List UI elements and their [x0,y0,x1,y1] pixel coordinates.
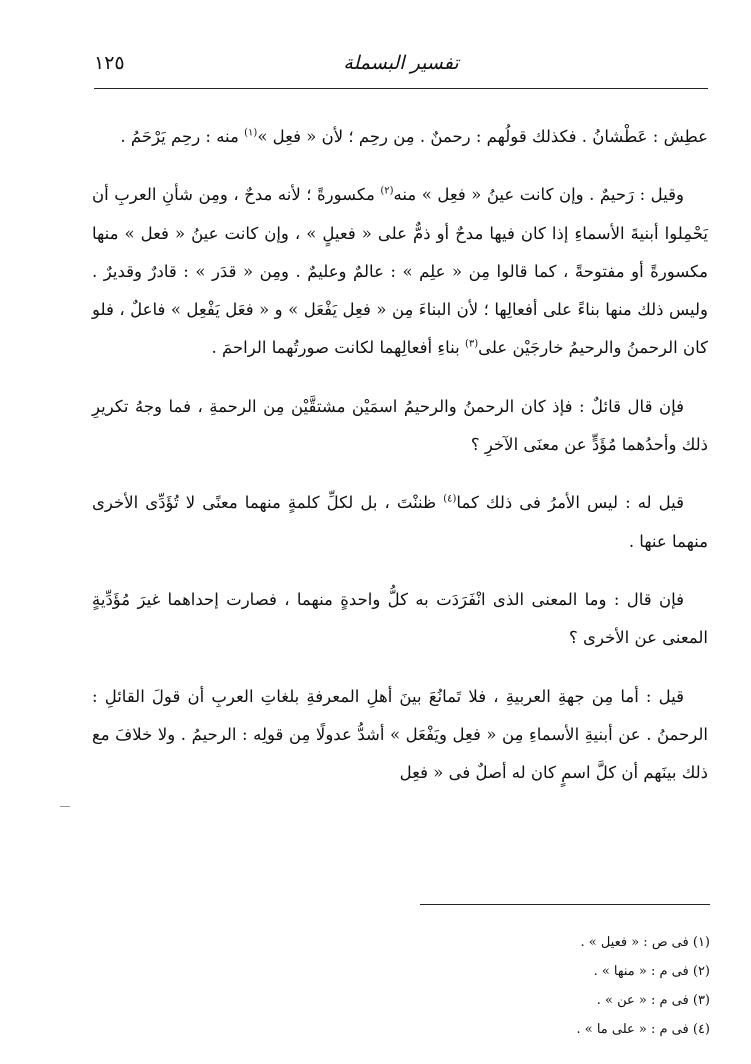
text-run: فإن قال : وما المعنى الذى انْفَرَدَت به كلُّ واحدةٍ منهما ، فصارت إحداهما غيرَ مُؤَدِّيةٍ المعنى عن الأخرى ؟ [92,589,708,648]
paragraph [92,176,708,367]
text-run: وقيل : رَحيمٌ . وإن كانت عينُ « فعِل » منه [393,185,684,205]
text-run: بناءِ أفعالِهما لكانت صورتُهما الراحمَ . [211,338,465,358]
footnote-rule [420,904,710,905]
paragraph [92,388,708,465]
page-header [94,52,708,88]
text-run: قيل : أما مِن جهةِ العربيةِ ، فلا تَمانُعَ بينَ أهلِ المعرفةِ بلغاتِ العربِ أن قولَ القائلِ : الرحمنُ . عن أبنيةِ الأسماءِ مِن « فعِل ويَفْعَل » أشدُّ عدولًا مِن قولِه : الرحيمُ . ولا خلافَ مع ذلك بينَهم أن كلَّ اسمٍ كان له أصلٌ فى « فعِل [92,686,708,783]
footnote: (٢) فى م : « منها » . [593,964,710,979]
footnotes [330,928,710,1044]
paragraph [92,678,708,793]
footnote: (٣) فى م : « عن » . [596,993,710,1008]
footnote-ref: (٤) [443,493,457,505]
text-run: ظننْتَ ، بل لكلِّ كلمةٍ منهما معنًى لا تُؤَدِّى الأخرى منهما عنها . [92,493,708,551]
paragraph [92,484,708,561]
running-title: تفسير البسملة [343,52,459,74]
text-run: منه : رحِم يَرْحَمُ . [120,127,245,146]
paragraph [92,118,708,156]
footnote-ref: (٣) [464,338,479,350]
text-run: فإن قال قائلٌ : فإذ كان الرحمنُ والرحيمُ اسمَيْن مشتقَّيْن مِن الرحمةِ ، فما وجهُ تكريرِ ذلك وأحدُهما مُؤَدٍّ عن معنَى الآخرِ ؟ [92,396,708,455]
footnote-ref: (١) [244,127,258,139]
footnote: (٤) فى م : « على ما » . [576,1022,710,1037]
text-run: مكسورةً ؛ لأنه مدحٌ ، ومِن شأنِ العربِ أن يَحْمِلوا أبنيةَ الأسماءِ إذا كان فيها مدحٌ أو ذمٌّ على « فعيلٍ » ، وإن كانت عينُ « فعل » منها مكسورةً أو مفتوحةً ، كما قالوا مِن « علِم » : عالمٌ وعليمٌ . ومِن « قدَر » : قادرٌ وقديرٌ . وليس ذلك منها بناءً على أفعالِها ؛ لأن البناءَ مِن « فعِل يَفْعَل » و « فعَل يَفْعِل » فاعلٌ ، فلو كان الرحمنُ والرحيمُ خارجَيْن على [92,185,708,358]
paragraph [92,581,708,658]
footnote: (١) فى ص : « فعيل » . [580,935,710,950]
header-rule [94,88,708,89]
margin-mark [60,806,70,807]
page-number: ١٢٥ [94,52,125,74]
text-run: عطِش : عَطْشانُ . فكذلك قولُهم : رحمنٌ . مِن رحِم ؛ لأن « فعِل » [257,127,708,146]
text-run: قيل له : ليس الأمرُ فى ذلك كما [456,493,684,513]
footnote-ref: (٢) [380,185,394,197]
main-text [92,118,708,812]
